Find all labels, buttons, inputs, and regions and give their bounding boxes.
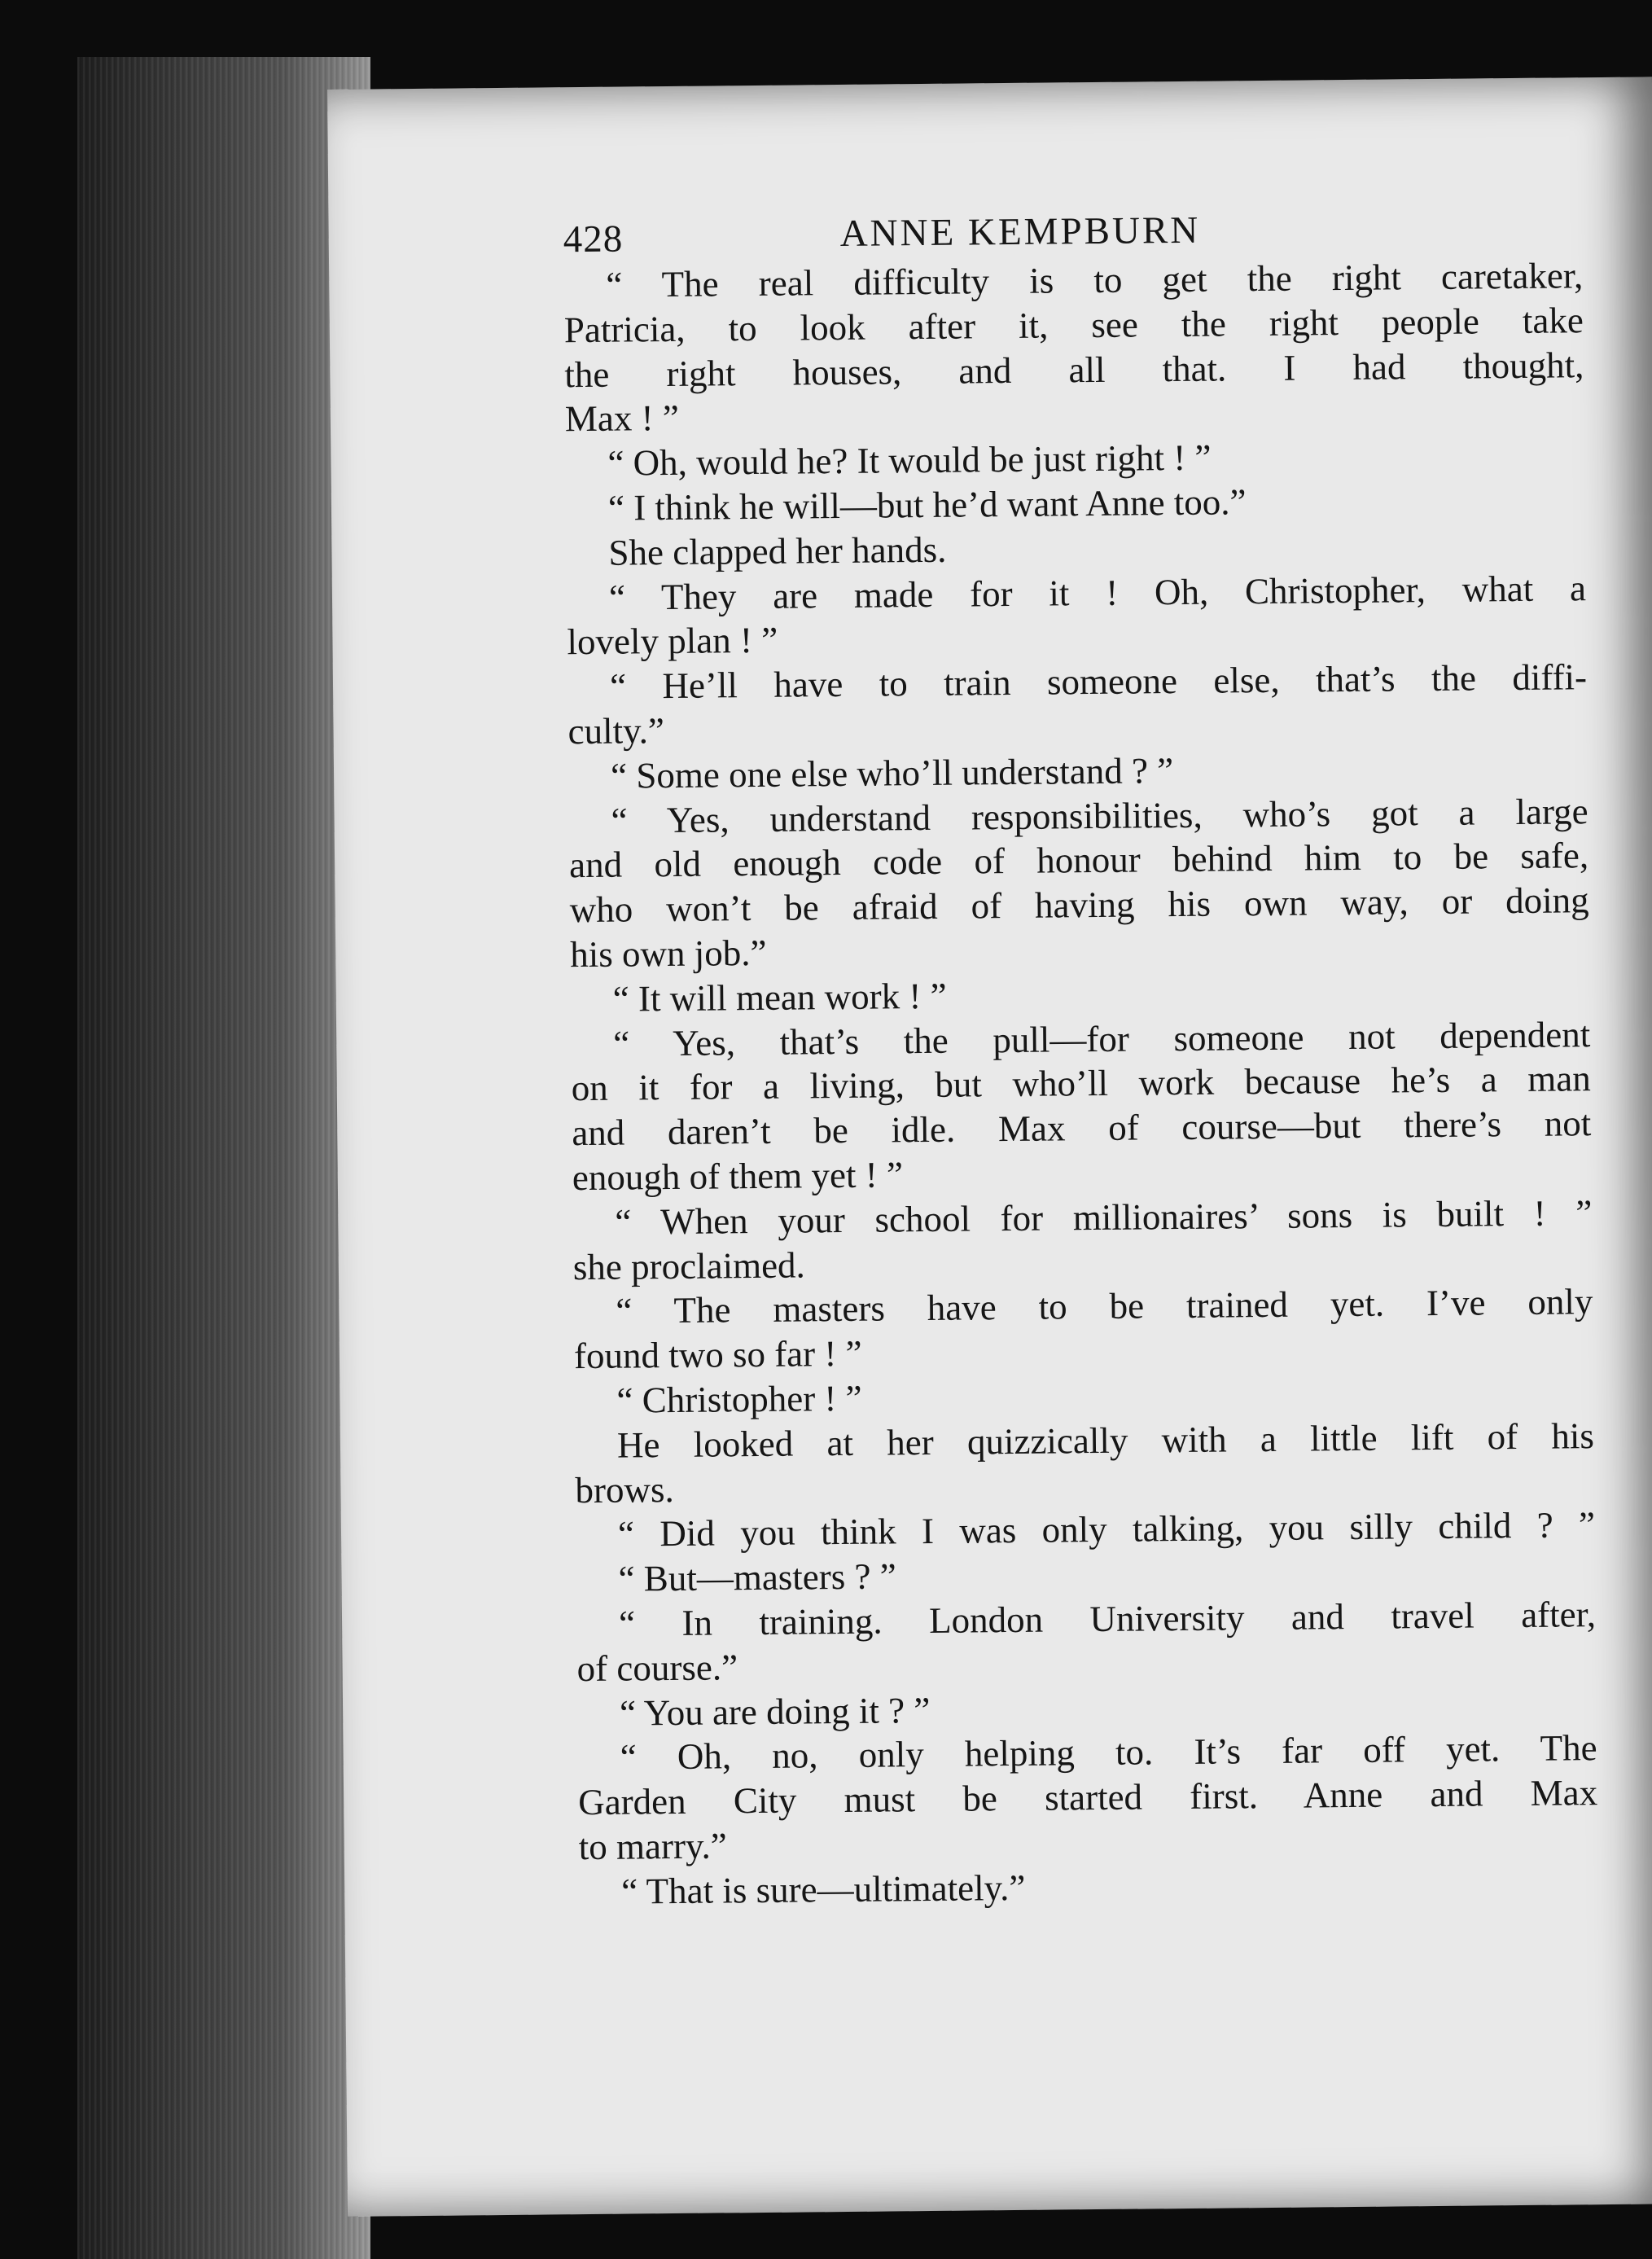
text-line: “ But—masters ? ” [618,1555,896,1599]
text-line: the right houses, and all that. I had thought, [564,344,1584,395]
body-text [563,253,1598,1914]
text-line: “ It will mean work ! ” [612,975,947,1020]
book-page [327,77,1652,2216]
text-line: “ That is sure—ultimately.” [621,1866,1026,1912]
text-line: “ In training. London University and travel after, [618,1594,1597,1644]
running-title: ANNE KEMPBURN [839,208,1201,255]
text-line: “ When your school for millionaires’ sons is built ! ” [615,1191,1593,1243]
book-spine-gutter [77,57,370,2259]
text-line: “ Yes, that’s the pull—for someone not dependent [613,1013,1591,1064]
text-line: found two so far ! ” [573,1332,862,1377]
text-line: on it for a living, but who’ll work because he’s a man [571,1058,1591,1109]
page-number: 428 [563,217,624,261]
text-line: “ They are made for it ! Oh, Christopher, what a [608,567,1587,618]
text-line: He looked at her quizzically with a little lift of his [616,1415,1595,1466]
text-line: She clapped her hands. [608,529,947,573]
text-line: his own job.” [569,932,767,976]
text-line: Patricia, to look after it, see the right people take [563,300,1584,351]
text-line: “ The masters have to be trained yet. I’ve only [616,1281,1593,1331]
text-line: “ The real difficulty is to get the right caretaker, [606,255,1584,305]
page-text-block [563,204,1598,1914]
text-line: “ I think he will—but he’d want Anne too.” [607,481,1247,529]
text-line: brows. [575,1468,675,1511]
text-line: “ Oh, no, only helping to. It’s far off yet. The [620,1727,1597,1778]
text-line: “ Oh, would he? It would be just right ! ” [607,436,1212,484]
text-line: “ He’ll have to train someone else, that’s the diffi- [609,656,1588,707]
text-line: culty.” [567,710,665,752]
text-line: “ Yes, understand responsibilities, who’s got a large [611,790,1588,841]
text-line: and daren’t be idle. Max of course—but there’s not [572,1103,1592,1154]
running-head [563,204,1583,266]
text-line: who won’t be afraid of having his own way, or doing [569,879,1589,931]
text-line: she proclaimed. [572,1244,806,1287]
text-line: enough of them yet ! ” [572,1154,904,1199]
text-line: of course.” [576,1646,738,1689]
text-line: Max ! ” [564,397,680,440]
text-line: lovely plan ! ” [567,620,778,663]
text-line: and old enough code of honour behind him to be safe, [568,835,1589,886]
text-line: “ Christopher ! ” [616,1377,862,1421]
text-line: “ Some one else who’ll understand ? ” [610,749,1174,796]
text-line: “ Did you think I was only talking, you silly child ? ” [617,1504,1596,1555]
text-line: to marry.” [578,1825,727,1868]
text-line: Garden City must be started first. Anne and Max [577,1772,1598,1823]
text-line: “ You are doing it ? ” [619,1689,931,1734]
